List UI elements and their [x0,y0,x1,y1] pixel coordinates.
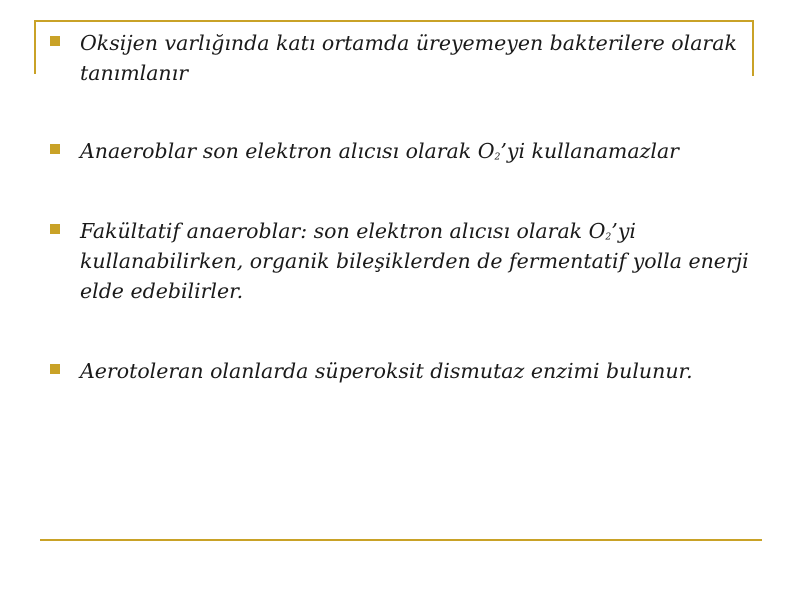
bullet-list [50,28,750,386]
square-bullet-icon [50,224,60,234]
subscript-2: 2 [494,151,501,163]
square-bullet-icon [50,364,60,374]
bullet-text: Aerotoleran olanlarda süperoksit dismutaz enzimi bulunur. [80,359,693,383]
frame-bottom-rule [40,539,762,541]
subscript-2: 2 [605,231,612,243]
frame-top-rule [34,20,754,22]
frame-left-rule [34,20,36,74]
bullet-text: Fakültatif anaeroblar: son elektron alıcısı olarak O [80,219,606,243]
bullet-item-aerotolerant [50,356,750,386]
bullet-text-suffix: ’yi kullanamazlar [500,139,679,163]
bullet-text: Oksijen varlığında katı ortamda üreyemeyen bakterilere olarak tanımlanır [80,31,737,85]
square-bullet-icon [50,36,60,46]
bullet-item-facultative [50,216,750,306]
square-bullet-icon [50,144,60,154]
bullet-text-suffix: ’yi kullanabilirken, organik bileşiklerden de fermentatif yolla enerji elde edebilirler. [80,219,749,303]
bullet-item-aerob-definition [50,28,750,88]
bullet-item-anaerob [50,136,750,166]
frame-right-rule [752,20,754,76]
bullet-text: Anaeroblar son elektron alıcısı olarak O [80,139,495,163]
